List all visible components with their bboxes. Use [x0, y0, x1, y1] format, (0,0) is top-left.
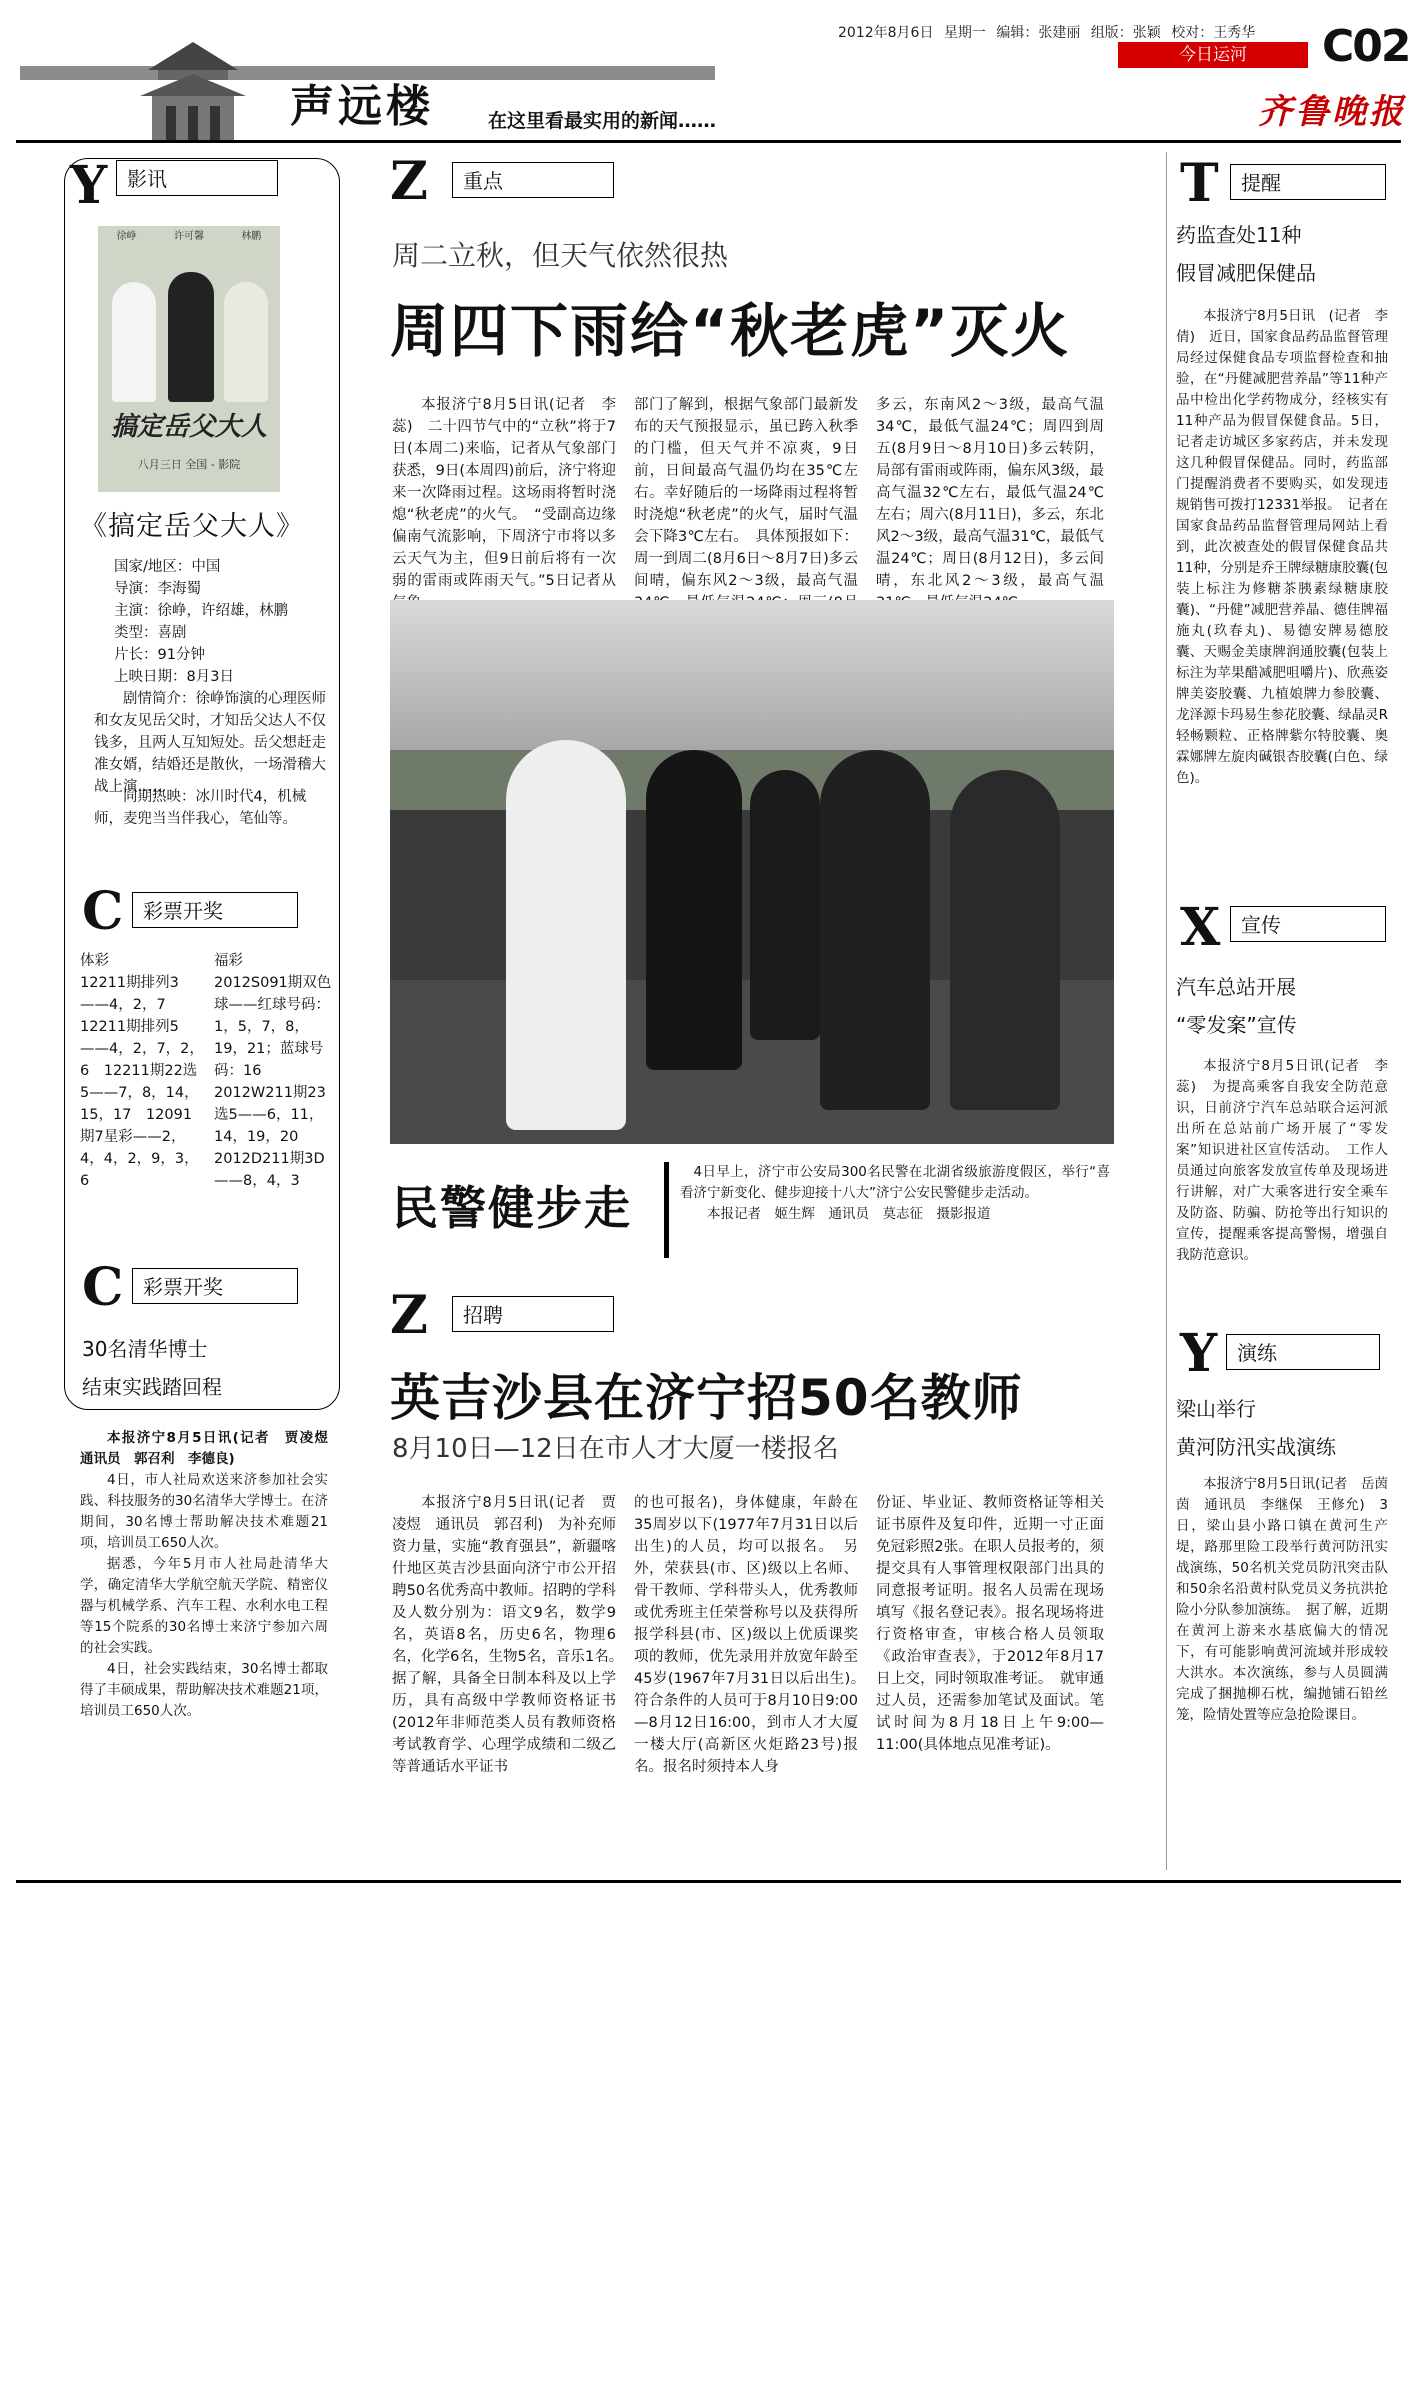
article-subhead: 8月10日—12日在市人才大厦一楼报名	[392, 1434, 839, 1464]
issue-weekday: 星期一	[943, 25, 986, 41]
header-rule	[16, 140, 1401, 143]
newspaper-logo: 齐鲁晚报	[1258, 92, 1406, 132]
page-code: C02	[1322, 21, 1410, 72]
section-badge: 今日运河	[1118, 42, 1308, 68]
layout-credit: 组版：张颖	[1090, 25, 1161, 41]
article-title	[1176, 216, 1316, 292]
article-paragraph: 4日，社会实践结束，30名博士都取得了丰硕成果，帮助解决技术难题21项，培训员工650人次。	[80, 1661, 328, 1719]
poster-date: 八月三日 全国 - 影院	[137, 458, 241, 471]
section-label: 重点	[452, 162, 614, 198]
poster-name: 林鹏	[241, 231, 262, 242]
article-title	[1176, 1390, 1336, 1466]
photo-credit: 本报记者 姬生辉 通讯员 莫志征 摄影报道	[707, 1206, 991, 1222]
lottery-title: 福彩	[214, 953, 243, 969]
section-label: 演练	[1226, 1334, 1380, 1370]
lottery-results: 2012S091期双色球——红球号码：1，5，7，8，19，21；蓝球号码：16 2012W211期23选5——6，11，14，19，20 2012D211期3D——8，4，3	[214, 975, 332, 1189]
movie-info-line: 上映日期：8月3日	[114, 669, 234, 685]
poster-title: 搞定岳父大人	[110, 412, 267, 442]
sports-lottery	[80, 950, 204, 1192]
article-body: 本报济宁8月5日讯 (记者 李倩) 近日，国家食品药品监督管理局经过保健食品专项监督检查和抽验，在“丹健减肥营养晶”等11种产品中检出化学药物成分，经核实有11种产品为假冒保健食品。5日，记者走访城区多家药店，并未发现这几种假冒保健品。同时，药监部门提醒消费者不要购买，如发现违规销售可拨打12331举报。 记者在国家食品药品监督管理局网站上看到，此次被查处的假冒保健食品共11种，分别是乔王牌绿糖康胶囊(包装上标注为修糖茶胰素绿糖康胶囊)、“丹健”减肥营养晶、德佳牌福施丸(玖春丸)、易德安牌易德胶囊、天赐金美康牌润通胶囊(包装上标注为苹果醋减肥咀嚼片)、欣燕姿牌美姿胶囊、九植娘牌力参胶囊、龙泽源卡玛易生参花胶囊、绿晶灵R轻畅颗粒、正格牌紫尔特胶囊、奥霖娜牌左旋肉碱银杏胶囊(白色、绿色)。	[1176, 308, 1388, 786]
section-letter: C	[82, 1257, 124, 1318]
footer-rule	[16, 1880, 1401, 1883]
title-line: 30名清华博士	[82, 1337, 208, 1361]
article-body: 本报济宁8月5日讯(记者 李蕊) 为提高乘客自我安全防范意识，日前济宁汽车总站联合运河派出所在总站前广场开展了“零发案”知识进社区宣传活动。 工作人员通过向旅客发放宣传单及现场进行讲解，对广大乘客进行安全乘车及防盗、防骗、防抢等出行知识的宣传，提醒乘客提高警惕，增强自我防范意识。	[1176, 1058, 1388, 1263]
proof-credit: 校对：王秀华	[1171, 25, 1256, 41]
article-body	[80, 1428, 342, 1722]
section-letter: Y	[70, 155, 108, 216]
section-letter: X	[1180, 897, 1221, 958]
photo-headline: 民警健步走	[392, 1181, 632, 1235]
article-column: 部门了解到，根据气象部门最新发布的天气预报显示，虽已跨入秋季的门槛，但天气并不凉爽，9日前，日间最高气温仍均在35℃左右。幸好随后的一场降雨过程将暂时浇熄“秋老虎”的火气，届时气温会下降3℃左右。 具体预报如下：周一到周二(8月6日～8月7日)多云间晴，偏东风2～3级，最高气温	[634, 397, 858, 589]
caption-bar	[664, 1162, 669, 1258]
article-title	[82, 1330, 222, 1406]
article-column: 本报济宁8月5日讯(记者 贾凌煜 通讯员 郭召利) 为补充师资力量，实施“教育强县”，新疆喀什地区英吉沙县面向济宁市公开招聘50名优秀高中教师。招聘的学科及人数分别为：语文9名，数学9名，英语8名，历史6名，物理6名，化学6名，生物5名，音乐1名。 据了解，具备全日制本科及以上学历，具有高级中学教师资格证书(2012年非师范类人员有教师资格考试教育学、心理学成绩和二级乙等普通话水平证书	[392, 1495, 631, 1775]
article-paragraph: 4日，市人社局欢送来济参加社会实践、科技服务的30名清华大学博士。在济期间，30名博士帮助解决技术难题21项，培训员工650人次。	[80, 1472, 328, 1551]
movie-also-showing: 同期热映：冰川时代4，机械师，麦兜当当伴我心，笔仙等。	[94, 789, 307, 827]
section-label: 宣传	[1230, 906, 1386, 942]
movie-info-line: 类型：喜剧	[114, 625, 187, 641]
article-headline: 周四下雨给“秋老虎”灭火	[390, 297, 1071, 365]
section-label: 彩票开奖	[132, 1268, 298, 1304]
news-photo	[390, 600, 1114, 1144]
header-meta	[838, 22, 1255, 42]
caption-text: 4日早上，济宁市公安局300名民警在北湖省级旅游度假区，举行“喜看济宁新变化、健步迎接十八大”济宁公安民警健步走活动。	[680, 1164, 1110, 1201]
column-divider	[1166, 152, 1167, 1870]
title-line: 假冒减肥保健品	[1176, 261, 1316, 285]
movie-info-line: 导演：李海蜀	[114, 581, 201, 597]
title-line: 梁山举行	[1176, 1397, 1256, 1421]
movie-synopsis: 剧情简介：徐峥饰演的心理医师和女友见岳父时，才知岳父达人不仅钱多，且两人互知短处。岳父想赶走准女婿，结婚还是散伙，一场滑稽大战上演……	[94, 691, 326, 795]
title-line: 药监查处11种	[1176, 223, 1302, 247]
movie-info-line: 国家/地区：中国	[114, 559, 221, 575]
title-line: 黄河防汛实战演练	[1176, 1435, 1336, 1459]
column-title: 声远楼	[290, 81, 434, 132]
article-kicker: 周二立秋，但天气依然很热	[392, 239, 729, 272]
movie-poster	[98, 226, 280, 492]
movie-title: 《搞定岳父大人》	[80, 511, 304, 542]
article-column: 的也可报名)，身体健康，年龄在35周岁以下(1977年7月31日以后出生)的人员，均可以报名。 另外，荣获县(市、区)级以上名师、骨干教师、学科带头人，优秀教师或优秀班主任荣誉称号以及获得所报学科县(市、区)级以上优质课奖项的教师，优先录用并放宽年龄至45岁(1967年7月31日以后出生)。 符合条件的人员可于8月10日9:00—8月12日16:00，到市人才大厦一楼大厅(高新区火炬路23号)报名。报名时须持本人身	[634, 1495, 873, 1775]
movie-info	[114, 556, 330, 688]
section-letter: Y	[1180, 1323, 1218, 1384]
editor-credit: 编辑：张建丽	[996, 25, 1081, 41]
section-letter: T	[1180, 153, 1219, 214]
section-label: 彩票开奖	[132, 892, 298, 928]
article-title	[1176, 968, 1297, 1044]
article-byline: 本报济宁8月5日讯(记者 贾凌煜 通讯员 郭召利 李德良)	[80, 1430, 342, 1467]
title-line: 汽车总站开展	[1176, 975, 1296, 999]
issue-date: 2012年8月6日	[838, 25, 934, 41]
title-line: 结束实践踏回程	[82, 1375, 222, 1399]
poster-name: 许可馨	[173, 231, 204, 242]
article-column: 本报济宁8月5日讯(记者 李蕊) 二十四节气中的“立秋”将于7日(本周二)来临，记者从气象部门获悉，9日(本周四)前后，济宁将迎来一次降雨过程。这场雨将暂时浇熄“秋老虎”的火气。 “受副高边缘偏南气流影响，下周济宁市将以多云天气为主，但9日前后将有一次弱的雷雨或阵雨天气。”5日记者从	[392, 397, 616, 589]
section-letter: Z	[390, 1285, 428, 1346]
lottery-results: 12211期排列3——4，2，7 12211期排列5——4，2，7，2，6 12211期22选5——7，8，14，15，17 12091期7星彩——2，4，4，2，9，3，6	[80, 975, 204, 1189]
movie-info-line: 主演：徐峥，许绍雄，林鹏	[114, 603, 288, 619]
section-label: 提醒	[1230, 164, 1386, 200]
movie-info-line: 片长：91分钟	[114, 647, 205, 663]
pavilion-icon	[118, 30, 268, 142]
column-slogan: 在这里看最实用的新闻……	[488, 110, 717, 132]
welfare-lottery	[214, 950, 332, 1192]
section-label: 影讯	[116, 160, 278, 196]
section-label: 招聘	[452, 1296, 614, 1332]
photo-caption	[680, 1162, 1110, 1225]
article-body: 本报济宁8月5日讯(记者 岳茵茵 通讯员 李继保 王修允) 3日，梁山县小路口镇在黄河生产堤，路那里险工段举行黄河防汛实战演练，50名机关党员防汛突击队和50余名沿黄村队党员义务抗洪抢险小分队参加演练。 据了解，近期在黄河上游来水基底偏大的情况下，有可能影响黄河流域并形成较大洪水。本次演练，参与人员圆满完成了捆抛柳石枕，编抛铺石铅丝笼，险情处置等应急抢险课目。	[1176, 1476, 1388, 1723]
article-column: 份证、毕业证、教师资格证等相关证书原件及复印件，近期一寸正面免冠彩照2张。在职人员报考的，须提交具有人事管理权限部门出具的同意报考证明。报名人员需在现场填写《报名登记表》。报名现场将进行资格审查，审核合格人员领取《政治审查表》，于2012年8月17日上交，同时领取准考证。 就审通过人员，还需参加笔试及面试。笔试时间为8月18日上午9:00—11:00(具体地点见准考证)。	[876, 1495, 1104, 1753]
article-headline: 英吉沙县在济宁招50名教师	[390, 1369, 1023, 1427]
title-line: “零发案”宣传	[1176, 1013, 1297, 1037]
lottery-title: 体彩	[80, 953, 109, 969]
article-column: 多云，东南风2～3级，最高气温34℃，最低气温24℃；周四到周五(8月9日～8月10日)多云转阴，局部有雷雨或阵雨，偏东风3级，最高气温32℃左右，最低气温24℃左右；周六(8月11日)，多云，东北风2～3级，最高气温31℃，最低气温24℃；周日(8月12日)，多云间晴，东北风2～3级，最高气温	[876, 397, 1104, 589]
section-letter: Z	[390, 151, 428, 212]
poster-name: 徐峥	[116, 231, 137, 242]
article-paragraph: 据悉，今年5月市人社局赴清华大学，确定清华大学航空航天学院、精密仪器与机械学系、汽车工程、水利水电工程等15个院系的30名博士来济宁参加六周的社会实践。	[80, 1556, 328, 1656]
section-letter: C	[82, 881, 124, 942]
